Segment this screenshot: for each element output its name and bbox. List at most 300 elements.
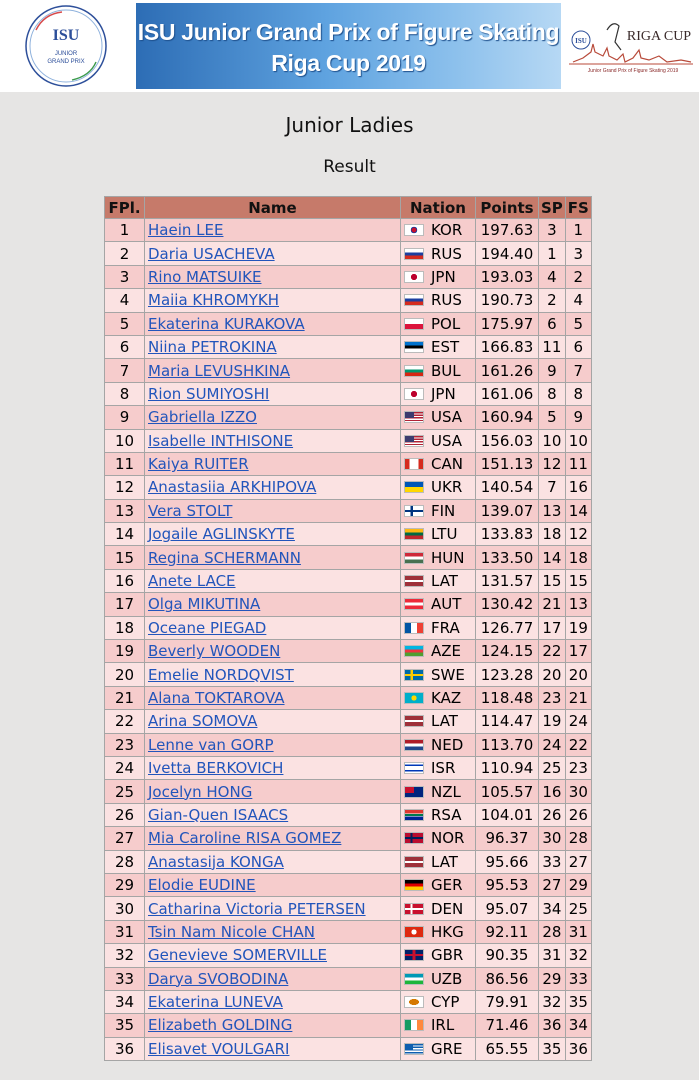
fs-rank-cell: 36 xyxy=(565,1037,591,1060)
points-cell: 113.70 xyxy=(476,733,539,756)
points-cell: 140.54 xyxy=(476,476,539,499)
table-row xyxy=(105,312,592,335)
skater-name-link[interactable]: Haein LEE xyxy=(148,221,224,240)
skater-name-link[interactable]: Darya SVOBODINA xyxy=(148,969,289,988)
table-row xyxy=(105,803,592,826)
fs-rank-cell: 29 xyxy=(565,873,591,896)
nation-code: GER xyxy=(431,876,463,895)
nation-code: ISR xyxy=(431,759,456,778)
skater-name-link[interactable]: Vera STOLT xyxy=(148,501,233,520)
sp-rank-cell: 27 xyxy=(539,873,566,896)
sp-rank-cell: 8 xyxy=(539,382,566,405)
nation-code: KAZ xyxy=(431,689,462,707)
nation-cell xyxy=(401,873,476,896)
table-row xyxy=(105,546,592,569)
sp-rank-cell: 14 xyxy=(539,546,566,569)
skater-name-link[interactable]: Daria USACHEVA xyxy=(148,244,275,263)
nation-code: BUL xyxy=(431,361,461,380)
placement-cell: 18 xyxy=(105,616,145,639)
table-row xyxy=(105,523,592,546)
skater-name-link[interactable]: Mia Caroline RISA GOMEZ xyxy=(148,829,342,848)
placement-cell: 13 xyxy=(105,499,145,522)
sp-rank-cell: 17 xyxy=(539,616,566,639)
points-cell: 71.46 xyxy=(476,1014,539,1037)
flag-ned-icon xyxy=(404,739,424,751)
flag-ger-icon xyxy=(404,879,424,891)
points-cell: 166.83 xyxy=(476,335,539,358)
skater-name-cell[interactable] xyxy=(145,265,401,288)
skater-name-link[interactable]: Gabriella IZZO xyxy=(148,408,257,427)
sp-rank-cell: 28 xyxy=(539,920,566,943)
flag-gre-icon xyxy=(404,1043,424,1055)
fs-rank-cell: 21 xyxy=(565,686,591,709)
points-cell: 126.77 xyxy=(476,616,539,639)
points-cell: 114.47 xyxy=(476,710,539,733)
skater-name-cell[interactable] xyxy=(145,499,401,522)
nation-code: JPN xyxy=(431,384,456,403)
skater-name-link[interactable]: Anastasija KONGA xyxy=(148,852,284,871)
points-cell: 95.53 xyxy=(476,873,539,896)
table-header-row xyxy=(105,197,592,219)
skater-name-cell[interactable] xyxy=(145,289,401,312)
skater-name-link[interactable]: Olga MIKUTINA xyxy=(148,595,261,614)
nation-cell xyxy=(401,780,476,803)
sp-rank-cell: 35 xyxy=(539,1037,566,1060)
nation-code: SWE xyxy=(431,665,465,684)
skater-name-cell[interactable] xyxy=(145,640,401,663)
fs-rank-cell: 2 xyxy=(565,265,591,288)
placement-cell: 21 xyxy=(105,686,145,709)
skater-name-link[interactable]: Oceane PIEGAD xyxy=(148,618,267,637)
table-row xyxy=(105,1014,592,1037)
flag-hkg-icon xyxy=(404,926,424,938)
table-row xyxy=(105,780,592,803)
sp-rank-cell: 26 xyxy=(539,803,566,826)
table-row xyxy=(105,944,592,967)
fs-rank-cell: 20 xyxy=(565,663,591,686)
skater-name-cell[interactable] xyxy=(145,897,401,920)
points-cell: 104.01 xyxy=(476,803,539,826)
nation-cell xyxy=(401,756,476,779)
fs-rank-cell: 13 xyxy=(565,593,591,616)
fs-rank-cell: 4 xyxy=(565,289,591,312)
skater-name-link[interactable]: Jogaile AGLINSKYTE xyxy=(148,525,295,544)
table-row xyxy=(105,990,592,1013)
flag-can-icon xyxy=(404,458,424,470)
table-row xyxy=(105,616,592,639)
header-sp: SP xyxy=(539,197,566,219)
nation-code: NOR xyxy=(431,829,465,848)
skater-name-link[interactable]: Maiia KHROMYKH xyxy=(148,291,279,310)
banner-title: ISU Junior Grand Prix of Figure Skating xyxy=(137,19,560,45)
nation-code: USA xyxy=(431,431,463,450)
svg-text:ISU: ISU xyxy=(52,27,80,44)
svg-text:JUNIOR: JUNIOR xyxy=(54,51,78,57)
flag-gbr-icon xyxy=(404,949,424,961)
nation-code: LTU xyxy=(431,525,458,544)
flag-fin-icon xyxy=(404,505,424,517)
placement-cell: 14 xyxy=(105,523,145,546)
fs-rank-cell: 9 xyxy=(565,406,591,429)
sp-rank-cell: 19 xyxy=(539,710,566,733)
nation-cell xyxy=(401,616,476,639)
fs-rank-cell: 7 xyxy=(565,359,591,382)
placement-cell: 30 xyxy=(105,897,145,920)
flag-jpn-icon xyxy=(404,271,424,283)
sp-rank-cell: 33 xyxy=(539,850,566,873)
nation-cell xyxy=(401,920,476,943)
table-row xyxy=(105,967,592,990)
nation-code: KOR xyxy=(431,221,463,240)
flag-irl-icon xyxy=(404,1019,424,1031)
nation-cell xyxy=(401,523,476,546)
skater-name-cell[interactable] xyxy=(145,242,401,265)
nation-code: AUT xyxy=(431,595,462,614)
sp-rank-cell: 21 xyxy=(539,593,566,616)
skater-name-link[interactable]: Alana TOKTAROVA xyxy=(148,689,285,707)
nation-code: GBR xyxy=(431,946,464,965)
fs-rank-cell: 12 xyxy=(565,523,591,546)
skater-name-link[interactable]: Anastasiia ARKHIPOVA xyxy=(148,478,317,497)
fs-rank-cell: 18 xyxy=(565,546,591,569)
fs-rank-cell: 8 xyxy=(565,382,591,405)
placement-cell: 2 xyxy=(105,242,145,265)
flag-aut-icon xyxy=(404,598,424,610)
placement-cell: 8 xyxy=(105,382,145,405)
skater-name-link[interactable]: Maria LEVUSHKINA xyxy=(148,361,291,380)
skater-name-link[interactable]: Rino MATSUIKE xyxy=(148,267,262,286)
sp-rank-cell: 9 xyxy=(539,359,566,382)
header-points: Points xyxy=(476,197,539,219)
flag-lat-icon xyxy=(404,856,424,868)
svg-text:ISU: ISU xyxy=(575,37,587,45)
fs-rank-cell: 24 xyxy=(565,710,591,733)
nation-cell xyxy=(401,429,476,452)
skater-name-cell[interactable] xyxy=(145,593,401,616)
nation-cell xyxy=(401,242,476,265)
skater-name-link[interactable]: Lenne van GORP xyxy=(148,735,274,754)
nation-code: LAT xyxy=(431,852,458,871)
skater-name-cell[interactable] xyxy=(145,663,401,686)
sp-rank-cell: 15 xyxy=(539,569,566,592)
svg-text:RIGA CUP: RIGA CUP xyxy=(626,29,692,44)
flag-kor-icon xyxy=(404,224,424,236)
points-cell: 156.03 xyxy=(476,429,539,452)
table-row xyxy=(105,897,592,920)
table-row xyxy=(105,873,592,896)
points-cell: 139.07 xyxy=(476,499,539,522)
skater-name-cell[interactable] xyxy=(145,850,401,873)
nation-cell xyxy=(401,265,476,288)
skater-name-link[interactable]: Genevieve SOMERVILLE xyxy=(148,946,327,965)
placement-cell: 23 xyxy=(105,733,145,756)
nation-cell xyxy=(401,967,476,990)
placement-cell: 35 xyxy=(105,1014,145,1037)
junior-grand-prix-logo xyxy=(0,0,136,92)
flag-swe-icon xyxy=(404,669,424,681)
placement-cell: 12 xyxy=(105,476,145,499)
flag-rsa-icon xyxy=(404,809,424,821)
skater-name-link[interactable]: Ekaterina LUNEVA xyxy=(148,993,283,1012)
flag-nzl-icon xyxy=(404,786,424,798)
skater-name-link[interactable]: Elisavet VOULGARI xyxy=(148,1039,290,1058)
nation-code: IRL xyxy=(431,1016,455,1035)
points-cell: 133.50 xyxy=(476,546,539,569)
nation-code: EST xyxy=(431,338,460,357)
skater-name-cell[interactable] xyxy=(145,335,401,358)
table-row xyxy=(105,710,592,733)
sp-rank-cell: 25 xyxy=(539,756,566,779)
flag-isr-icon xyxy=(404,762,424,774)
placement-cell: 7 xyxy=(105,359,145,382)
fs-rank-cell: 32 xyxy=(565,944,591,967)
skater-name-link[interactable]: Elizabeth GOLDING xyxy=(148,1016,293,1035)
points-cell: 86.56 xyxy=(476,967,539,990)
nation-code: FRA xyxy=(431,618,460,637)
points-cell: 194.40 xyxy=(476,242,539,265)
placement-cell: 1 xyxy=(105,219,145,242)
skater-name-cell[interactable] xyxy=(145,429,401,452)
flag-ukr-icon xyxy=(404,481,424,493)
fs-rank-cell: 25 xyxy=(565,897,591,920)
placement-cell: 28 xyxy=(105,850,145,873)
table-row xyxy=(105,242,592,265)
flag-nor-icon xyxy=(404,832,424,844)
placement-cell: 29 xyxy=(105,873,145,896)
nation-code: DEN xyxy=(431,899,464,918)
nation-cell xyxy=(401,289,476,312)
result-heading: Result xyxy=(323,157,376,177)
fs-rank-cell: 23 xyxy=(565,756,591,779)
fs-rank-cell: 22 xyxy=(565,733,591,756)
points-cell: 92.11 xyxy=(476,920,539,943)
skater-name-cell[interactable] xyxy=(145,780,401,803)
skater-name-cell[interactable] xyxy=(145,920,401,943)
points-cell: 96.37 xyxy=(476,827,539,850)
category-heading: Junior Ladies xyxy=(285,113,414,137)
skater-name-link[interactable]: Rion SUMIYOSHI xyxy=(148,384,270,403)
fs-rank-cell: 14 xyxy=(565,499,591,522)
flag-usa-icon xyxy=(404,435,424,447)
skater-name-link[interactable]: Jocelyn HONG xyxy=(148,782,253,801)
nation-code: CYP xyxy=(431,993,460,1012)
skater-name-link[interactable]: Catharina Victoria PETERSEN xyxy=(148,899,366,918)
nation-cell xyxy=(401,452,476,475)
skater-name-link[interactable]: Beverly WOODEN xyxy=(148,642,281,661)
header-fs: FS xyxy=(565,197,591,219)
sp-rank-cell: 6 xyxy=(539,312,566,335)
skater-name-link[interactable]: Isabelle INTHISONE xyxy=(148,431,294,450)
sp-rank-cell: 11 xyxy=(539,335,566,358)
fs-rank-cell: 17 xyxy=(565,640,591,663)
placement-cell: 26 xyxy=(105,803,145,826)
nation-code: RUS xyxy=(431,244,462,263)
flag-rus-icon xyxy=(404,294,424,306)
skater-name-cell[interactable] xyxy=(145,944,401,967)
skater-name-link[interactable]: Emelie NORDQVIST xyxy=(148,665,294,684)
placement-cell: 24 xyxy=(105,756,145,779)
table-row xyxy=(105,920,592,943)
skater-name-cell[interactable] xyxy=(145,1037,401,1060)
skater-name-cell[interactable] xyxy=(145,990,401,1013)
nation-cell xyxy=(401,827,476,850)
nation-code: AZE xyxy=(431,642,462,661)
placement-cell: 4 xyxy=(105,289,145,312)
table-row xyxy=(105,406,592,429)
sp-rank-cell: 16 xyxy=(539,780,566,803)
placement-cell: 31 xyxy=(105,920,145,943)
nation-code: LAT xyxy=(431,712,458,731)
fs-rank-cell: 27 xyxy=(565,850,591,873)
sp-rank-cell: 32 xyxy=(539,990,566,1013)
fs-rank-cell: 16 xyxy=(565,476,591,499)
table-row xyxy=(105,686,592,709)
nation-cell xyxy=(401,382,476,405)
nation-cell xyxy=(401,546,476,569)
sp-rank-cell: 22 xyxy=(539,640,566,663)
skater-name-cell[interactable] xyxy=(145,359,401,382)
skater-name-cell[interactable] xyxy=(145,382,401,405)
sp-rank-cell: 7 xyxy=(539,476,566,499)
svg-text:GRAND PRIX: GRAND PRIX xyxy=(47,59,85,65)
flag-usa-icon xyxy=(404,411,424,423)
sp-rank-cell: 1 xyxy=(539,242,566,265)
table-row xyxy=(105,569,592,592)
nation-cell xyxy=(401,663,476,686)
table-row xyxy=(105,663,592,686)
skater-name-link[interactable]: Anete LACE xyxy=(148,572,236,591)
nation-code: RUS xyxy=(431,291,462,310)
flag-cyp-icon xyxy=(404,996,424,1008)
skater-name-link[interactable]: Ivetta BERKOVICH xyxy=(148,759,284,778)
nation-cell xyxy=(401,335,476,358)
skater-name-cell[interactable] xyxy=(145,616,401,639)
fs-rank-cell: 5 xyxy=(565,312,591,335)
table-row xyxy=(105,827,592,850)
points-cell: 190.73 xyxy=(476,289,539,312)
flag-bul-icon xyxy=(404,365,424,377)
placement-cell: 16 xyxy=(105,569,145,592)
sp-rank-cell: 34 xyxy=(539,897,566,920)
banner-subtitle: Riga Cup 2019 xyxy=(271,50,426,76)
skater-name-link[interactable]: Regina SCHERMANN xyxy=(148,548,301,567)
table-row xyxy=(105,593,592,616)
table-row xyxy=(105,850,592,873)
placement-cell: 33 xyxy=(105,967,145,990)
flag-lat-icon xyxy=(404,575,424,587)
nation-cell xyxy=(401,219,476,242)
fs-rank-cell: 3 xyxy=(565,242,591,265)
placement-cell: 3 xyxy=(105,265,145,288)
skater-name-cell[interactable] xyxy=(145,803,401,826)
nation-code: RSA xyxy=(431,805,462,824)
skater-name-cell[interactable] xyxy=(145,756,401,779)
skater-name-cell[interactable] xyxy=(145,967,401,990)
skater-name-cell[interactable] xyxy=(145,312,401,335)
placement-cell: 11 xyxy=(105,452,145,475)
skater-name-cell[interactable] xyxy=(145,476,401,499)
sp-rank-cell: 36 xyxy=(539,1014,566,1037)
nation-code: FIN xyxy=(431,501,456,520)
sp-rank-cell: 12 xyxy=(539,452,566,475)
placement-cell: 25 xyxy=(105,780,145,803)
placement-cell: 36 xyxy=(105,1037,145,1060)
nation-code: UKR xyxy=(431,478,463,497)
skater-name-link[interactable]: Elodie EUDINE xyxy=(148,876,256,895)
fs-rank-cell: 28 xyxy=(565,827,591,850)
nation-cell xyxy=(401,1014,476,1037)
placement-cell: 19 xyxy=(105,640,145,663)
points-cell: 105.57 xyxy=(476,780,539,803)
skater-name-cell[interactable] xyxy=(145,686,401,709)
skater-name-cell[interactable] xyxy=(145,827,401,850)
placement-cell: 32 xyxy=(105,944,145,967)
flag-pol-icon xyxy=(404,318,424,330)
svg-text:Junior Grand Prix of Figure Sk: Junior Grand Prix of Figure Skating 2019 xyxy=(587,68,679,74)
nation-code: LAT xyxy=(431,572,458,591)
points-cell: 133.83 xyxy=(476,523,539,546)
skater-name-link[interactable]: Ekaterina KURAKOVA xyxy=(148,314,305,333)
nation-code: NZL xyxy=(431,782,461,801)
nation-code: HUN xyxy=(431,548,465,567)
points-cell: 95.66 xyxy=(476,850,539,873)
fs-rank-cell: 33 xyxy=(565,967,591,990)
skater-name-cell[interactable] xyxy=(145,452,401,475)
skater-name-cell[interactable] xyxy=(145,710,401,733)
event-banner xyxy=(0,0,699,92)
skater-name-cell[interactable] xyxy=(145,873,401,896)
table-row xyxy=(105,476,592,499)
skater-name-cell[interactable] xyxy=(145,733,401,756)
fs-rank-cell: 31 xyxy=(565,920,591,943)
header-nation: Nation xyxy=(401,197,476,219)
sp-rank-cell: 20 xyxy=(539,663,566,686)
skater-name-cell[interactable] xyxy=(145,219,401,242)
fs-rank-cell: 19 xyxy=(565,616,591,639)
flag-jpn-icon xyxy=(404,388,424,400)
nation-code: HKG xyxy=(431,922,464,941)
nation-cell xyxy=(401,359,476,382)
skater-name-link[interactable]: Kaiya RUITER xyxy=(148,455,249,474)
table-row xyxy=(105,1037,592,1060)
nation-cell xyxy=(401,710,476,733)
skater-name-cell[interactable] xyxy=(145,406,401,429)
skater-name-link[interactable]: Arina SOMOVA xyxy=(148,712,258,731)
points-cell: 160.94 xyxy=(476,406,539,429)
table-row xyxy=(105,382,592,405)
skater-name-cell[interactable] xyxy=(145,523,401,546)
skater-name-link[interactable]: Niina PETROKINA xyxy=(148,338,277,357)
sp-rank-cell: 2 xyxy=(539,289,566,312)
fs-rank-cell: 30 xyxy=(565,780,591,803)
skater-name-cell[interactable] xyxy=(145,546,401,569)
points-cell: 130.42 xyxy=(476,593,539,616)
points-cell: 65.55 xyxy=(476,1037,539,1060)
placement-cell: 9 xyxy=(105,406,145,429)
riga-cup-logo xyxy=(563,0,699,92)
nation-cell xyxy=(401,803,476,826)
nation-cell xyxy=(401,733,476,756)
table-row xyxy=(105,452,592,475)
points-cell: 79.91 xyxy=(476,990,539,1013)
skater-name-link[interactable]: Gian-Quen ISAACS xyxy=(148,805,289,824)
table-row xyxy=(105,499,592,522)
skater-name-cell[interactable] xyxy=(145,1014,401,1037)
table-row xyxy=(105,359,592,382)
skater-name-link[interactable]: Tsin Nam Nicole CHAN xyxy=(148,922,315,941)
flag-ltu-icon xyxy=(404,528,424,540)
skater-name-cell[interactable] xyxy=(145,569,401,592)
